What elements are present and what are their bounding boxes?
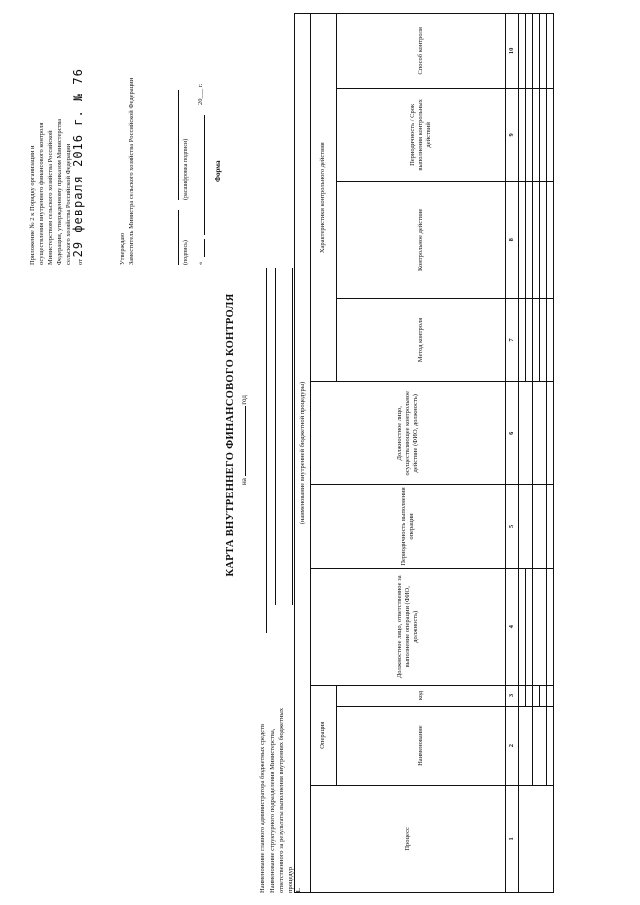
appendix-line-2: осуществления внутреннего финансового контроля	[38, 122, 45, 265]
table-cell[interactable]	[526, 14, 533, 89]
appendix-line-3: Министерством сельского хозяйства Российской	[47, 130, 54, 265]
period-prefix: на	[240, 478, 248, 485]
header-process: Процесс	[311, 785, 506, 892]
op-code-cell[interactable]	[547, 685, 554, 706]
table-cell[interactable]	[540, 88, 547, 181]
table-cell[interactable]	[547, 88, 554, 181]
approve-title: Утверждаю	[119, 232, 126, 265]
op-name-cell[interactable]	[533, 706, 547, 785]
col-number: 4	[506, 568, 519, 685]
header-action: Контрольное действие	[336, 182, 506, 299]
header-way: Способ контроля	[336, 14, 506, 89]
appendix-line-1: Приложение № 2 к Порядку организации и	[29, 145, 36, 265]
header-operation: Операция	[311, 685, 337, 785]
col-number: 5	[506, 485, 519, 569]
table-cell[interactable]	[547, 298, 554, 382]
col-number: 7	[506, 298, 519, 382]
order-prefix: от	[77, 258, 84, 265]
date-quote: «	[197, 261, 204, 265]
table-cell[interactable]	[519, 14, 526, 89]
procedure-caption: (наименование внутренней бюджетной процедуры)	[298, 381, 306, 525]
admin-label: Наименование главного администратора бюджетных средств	[259, 723, 266, 893]
appendix-header	[28, 25, 85, 265]
signature-caption: (подпись)	[183, 240, 189, 265]
col-number: 10	[506, 14, 519, 89]
table-cell[interactable]	[547, 568, 554, 685]
col-number: 6	[506, 382, 519, 485]
decoding-caption: (расшифровка подписи)	[183, 138, 189, 200]
page-title: КАРТА ВНУТРЕННЕГО ФИНАНСОВОГО КОНТРОЛЯ	[225, 293, 236, 577]
header-op-code: код	[336, 685, 506, 706]
header-controller: Должностное лицо, осуществляющее контрольное действие (ФИО, должность)	[311, 382, 506, 485]
header-period-term: Периодичность / Срок выполнения контрольных действий	[336, 88, 506, 181]
col-number: 3	[506, 685, 519, 706]
op-code-cell[interactable]	[519, 685, 526, 706]
appendix-line-5: сельского хозяйства Российской Федерации	[65, 143, 72, 265]
appendix-line-4: Федерации, утвержденному приказом Министерства	[56, 118, 63, 265]
op-code-cell[interactable]	[526, 685, 533, 706]
column-numbers-row	[506, 14, 519, 893]
table-cell[interactable]	[540, 182, 547, 299]
control-map-table	[294, 13, 554, 893]
admin-field[interactable]	[266, 268, 267, 633]
table-cell[interactable]	[526, 298, 533, 382]
col-number: 9	[506, 88, 519, 181]
table-cell[interactable]	[526, 182, 533, 299]
department-field[interactable]	[275, 268, 276, 605]
approve-position: Заместитель Министра сельского хозяйства Российской Федерации	[128, 77, 135, 265]
table-cell[interactable]	[547, 382, 554, 485]
table-row	[519, 14, 526, 893]
department-label-line-1: Наименование структурного подразделения Министерства,	[269, 728, 276, 893]
table-cell[interactable]	[547, 485, 554, 569]
table-cell[interactable]	[519, 298, 526, 382]
period-suffix: год	[240, 395, 248, 405]
op-code-cell[interactable]	[540, 685, 547, 706]
table-cell[interactable]	[540, 14, 547, 89]
order-date-handwritten: 29 февраля 2016 г. № 76	[71, 68, 85, 258]
process-cell[interactable]	[519, 785, 554, 892]
table-cell[interactable]	[547, 14, 554, 89]
date-month-line[interactable]	[204, 115, 205, 235]
col-number: 8	[506, 182, 519, 299]
header-control-characteristics: Характеристики контрольного действия	[311, 14, 337, 382]
department-label-block	[268, 603, 295, 893]
table-cell[interactable]	[519, 382, 533, 485]
header-responsible: Должностное лицо, ответственное за выполнение операции (ФИО, должность)	[311, 568, 506, 685]
table-cell[interactable]	[533, 88, 540, 181]
table-cell[interactable]	[540, 298, 547, 382]
table-row	[533, 14, 540, 893]
table-cell[interactable]	[533, 382, 547, 485]
table-cell[interactable]	[533, 568, 547, 685]
header-method: Метод контроля	[336, 298, 506, 382]
department-label-line-3: процедур	[287, 866, 294, 893]
op-code-cell[interactable]	[533, 685, 540, 706]
form-label: Форма	[214, 160, 222, 182]
table-cell[interactable]	[533, 182, 540, 299]
table-cell[interactable]	[519, 182, 526, 299]
decoding-line[interactable]	[178, 90, 179, 200]
row-number: 1.	[295, 888, 302, 893]
procedure-name-cell[interactable]	[295, 14, 311, 893]
period-line	[240, 395, 248, 485]
date-year: 20___ г.	[197, 83, 204, 105]
col-number: 2	[506, 706, 519, 785]
table-cell[interactable]	[519, 568, 526, 685]
table-cell[interactable]	[533, 14, 540, 89]
department-label-line-2: ответственного за результаты выполнения внутренних бюджетных	[278, 708, 285, 893]
table-cell[interactable]	[526, 568, 533, 685]
department-field-2[interactable]	[292, 268, 293, 605]
header-op-name: Наименование	[336, 706, 506, 785]
header-periodicity: Периодичность выполнения операции	[311, 485, 506, 569]
op-name-cell[interactable]	[519, 706, 533, 785]
table-row	[547, 14, 554, 893]
approve-block	[118, 25, 136, 265]
table-cell[interactable]	[533, 298, 540, 382]
table-cell[interactable]	[519, 485, 533, 569]
year-field[interactable]	[245, 406, 246, 476]
signature-line[interactable]	[178, 210, 179, 265]
op-name-cell[interactable]	[547, 706, 554, 785]
table-cell[interactable]	[533, 485, 547, 569]
date-day-line[interactable]	[204, 239, 205, 257]
table-cell[interactable]	[526, 88, 533, 181]
table-cell[interactable]	[519, 88, 526, 181]
table-cell[interactable]	[547, 182, 554, 299]
col-number: 1	[506, 785, 519, 892]
